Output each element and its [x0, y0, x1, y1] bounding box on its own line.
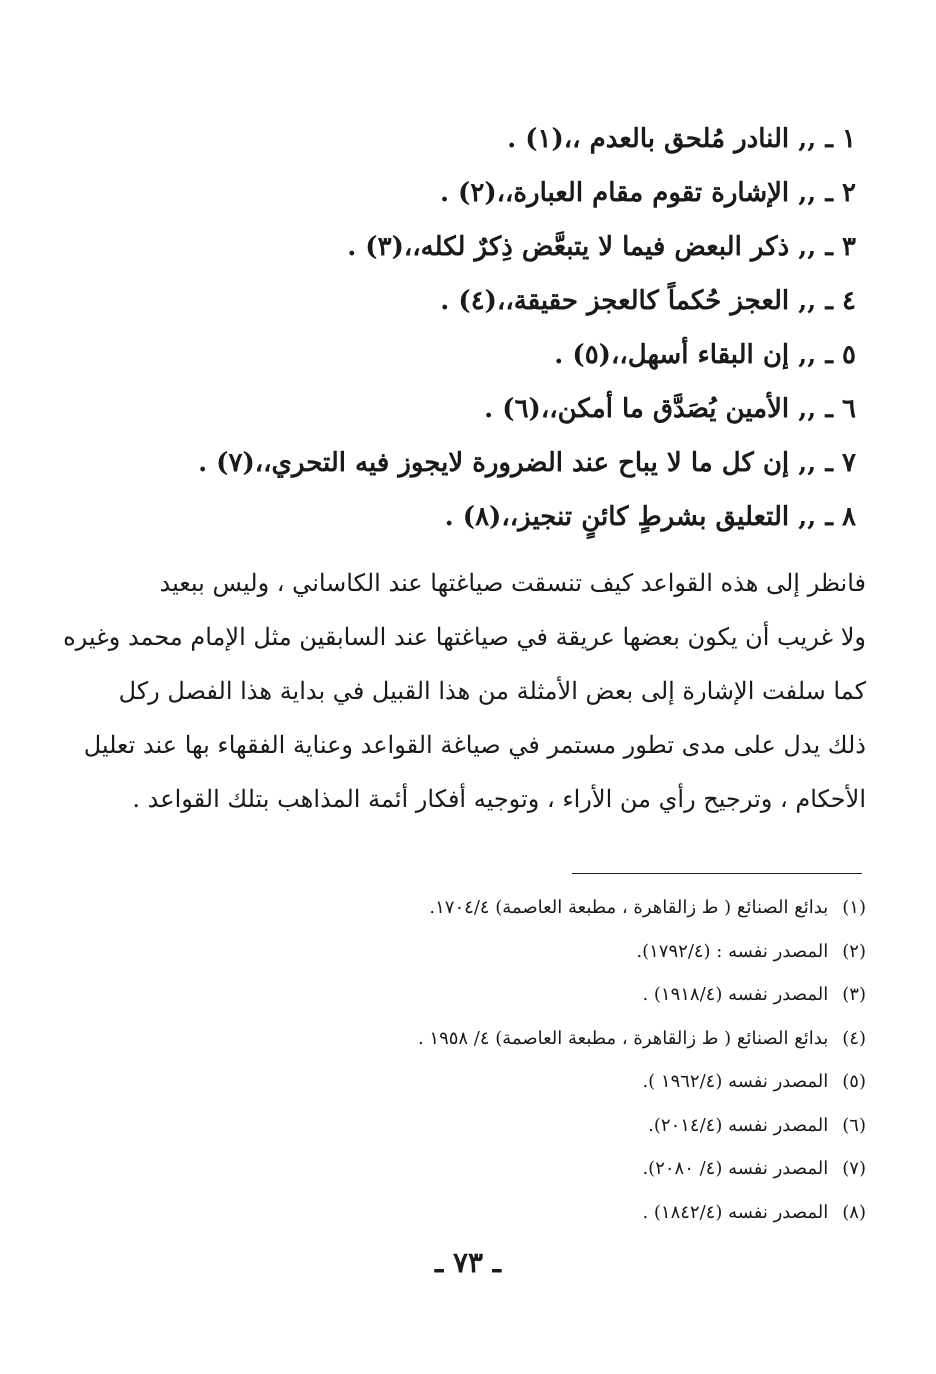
footnote-item: [166, 1147, 866, 1191]
rule-item: ٢ ـ ,, الإشارة تقوم مقام العبارة،،(٢) .: [439, 178, 856, 208]
footnote-mark: (٤): [842, 1027, 866, 1049]
page-number: ـ ٧٣ ـ: [435, 1246, 501, 1279]
footnote-mark: (٨): [842, 1201, 866, 1223]
footnote-item: [166, 1191, 866, 1235]
footnote-mark: (٧): [842, 1158, 866, 1179]
footnote-text: بدائع الصنائع ( ط زالقاهرة ، مطبعة العاصمة) ١٧٠٤/٤.: [429, 897, 829, 918]
rule-item: ٤ ـ ,, العجز حُكماً كالعجز حقيقة،،(٤) .: [440, 286, 856, 316]
rule-item: ٧ ـ ,, إن كل ما لا يباح عند الضرورة لايجوز فيه التحري،،(٧) .: [198, 448, 856, 478]
footnote-item: [166, 930, 866, 974]
rule-item: ٨ ـ ,, التعليق بشرطٍ كائنٍ تنجيز،،(٨) .: [444, 502, 856, 532]
rule-item: ١ ـ ,, النادر مُلحق بالعدم ،،(١) .: [507, 124, 856, 154]
footnote-text: المصدر نفسه (١٨٤٢/٤) .: [642, 1201, 829, 1223]
rule-item: ٦ ـ ,, الأمين يُصَدَّق ما أمكن،،(٦) .: [484, 394, 856, 424]
footnote-mark: (٥): [842, 1071, 866, 1092]
paragraph-line: الأحكام ، وترجيح رأي من الأراء ، وتوجيه أفكار أئمة المذاهب بتلك القواعد .: [132, 785, 866, 813]
footnote-separator: [572, 873, 862, 874]
footnote-item: [166, 1104, 866, 1148]
rule-item: ٣ ـ ,, ذكر البعض فيما لا يتبعَّض ذِكرٌ لكله،،(٣) .: [347, 232, 856, 262]
rules-list: [96, 112, 856, 544]
footnote-mark: (٦): [842, 1114, 866, 1136]
footnote-item: [166, 1060, 866, 1104]
footnote-mark: (١): [842, 897, 866, 918]
footnote-text: المصدر نفسه (١٩١٨/٤) .: [642, 984, 829, 1005]
paragraph-line: ولا غريب أن يكون بعضها عريقة في صياغتها عند السابقين مثل الإمام محمد وغيره: [63, 623, 866, 651]
footnote-text: المصدر نفسه (٢٠١٤/٤).: [648, 1114, 829, 1136]
paragraph-line: فانظر إلى هذه القواعد كيف تنسقت صياغتها عند الكاساني ، وليس ببعيد: [159, 569, 866, 597]
paragraph-line: كما سلفت الإشارة إلى بعض الأمثلة من هذا القبيل في بداية هذا الفصل ركل: [118, 677, 866, 705]
footnote-item: [166, 973, 866, 1017]
footnote-text: المصدر نفسه (٤/ ٢٠٨٠).: [642, 1158, 829, 1179]
footnote-item: [166, 886, 866, 930]
footnotes-list: [166, 886, 866, 1234]
footnote-mark: (٣): [842, 984, 866, 1005]
rule-item: ٥ ـ ,, إن البقاء أسهل،،(٥) .: [554, 340, 856, 370]
footnote-mark: (٢): [842, 940, 866, 962]
paragraph-line: ذلك يدل على مدى تطور مستمر في صياغة القواعد وعناية الفقهاء بها عند تعليل: [83, 731, 866, 759]
footnote-text: المصدر نفسه (١٩٦٢/٤ ).: [642, 1071, 829, 1092]
footnote-text: بدائع الصنائع ( ط زالقاهرة ، مطبعة العاصمة) ٤/ ١٩٥٨ .: [417, 1027, 829, 1049]
footnote-text: المصدر نفسه : (١٧٩٢/٤).: [636, 940, 829, 962]
body-paragraph: [63, 556, 866, 826]
footnote-item: [166, 1017, 866, 1061]
